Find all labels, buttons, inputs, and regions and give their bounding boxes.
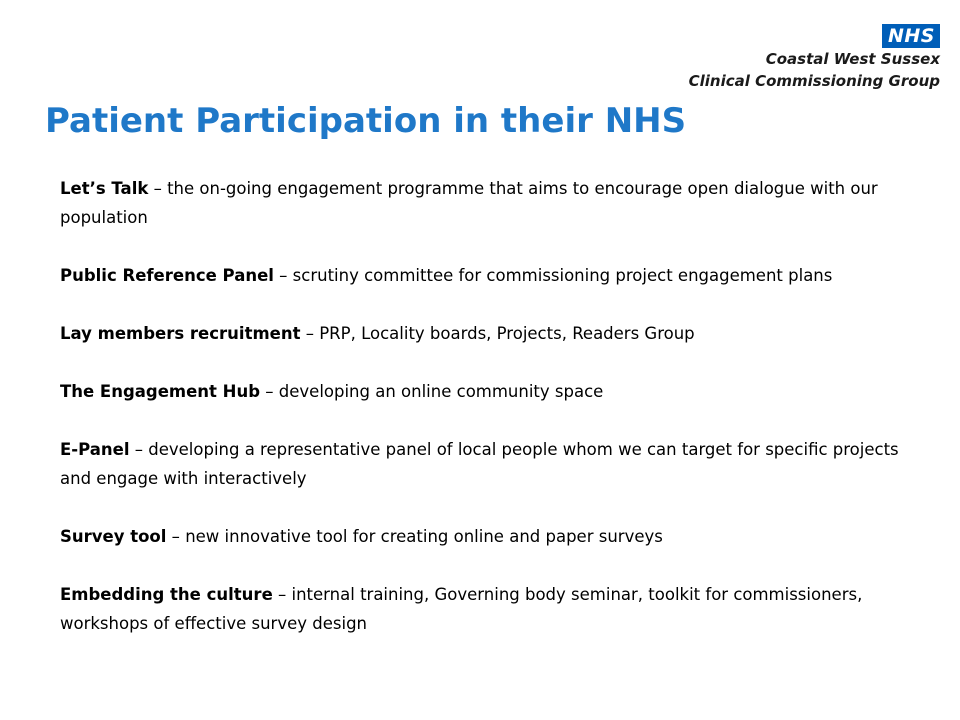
item-separator: – bbox=[148, 179, 168, 198]
logo-organisation-line-2: Clinical Commissioning Group bbox=[688, 72, 940, 90]
list-item bbox=[60, 435, 910, 493]
item-separator: – bbox=[273, 266, 293, 285]
item-term: The Engagement Hub bbox=[60, 382, 261, 401]
slide-title: Patient Participation in their NHS bbox=[45, 101, 687, 141]
item-separator: – bbox=[300, 324, 320, 343]
item-description: scrutiny committee for commissioning project engagement plans bbox=[292, 266, 833, 285]
item-separator: – bbox=[129, 440, 149, 459]
list-item bbox=[60, 174, 910, 232]
item-term: E-Panel bbox=[60, 440, 130, 459]
item-description: developing a representative panel of local people whom we can target for specific projects and engage with interactively bbox=[60, 440, 899, 488]
nhs-logo-badge: NHS bbox=[882, 24, 940, 48]
item-description: internal training, Governing body seminar, toolkit for commissioners, workshops of effective survey design bbox=[60, 585, 863, 633]
item-term: Embedding the culture bbox=[60, 585, 273, 604]
list-item bbox=[60, 580, 910, 638]
item-term: Lay members recruitment bbox=[60, 324, 301, 343]
item-description: the on-going engagement programme that aims to encourage open dialogue with our population bbox=[60, 179, 878, 227]
list-item bbox=[60, 319, 910, 348]
item-separator: – bbox=[166, 527, 186, 546]
list-item bbox=[60, 522, 910, 551]
item-separator: – bbox=[260, 382, 279, 401]
item-description: new innovative tool for creating online and paper surveys bbox=[185, 527, 663, 546]
item-separator: – bbox=[272, 585, 292, 604]
organisation-logo bbox=[689, 24, 940, 92]
list-item bbox=[60, 377, 910, 406]
item-description: PRP, Locality boards, Projects, Readers Group bbox=[319, 324, 695, 343]
item-description: developing an online community space bbox=[278, 382, 604, 401]
item-term: Public Reference Panel bbox=[60, 266, 274, 285]
item-term: Survey tool bbox=[60, 527, 167, 546]
logo-organisation-line-1: Coastal West Sussex bbox=[765, 50, 940, 68]
list-item bbox=[60, 261, 910, 290]
engagement-list bbox=[60, 174, 910, 638]
item-term: Let’s Talk bbox=[60, 179, 149, 198]
